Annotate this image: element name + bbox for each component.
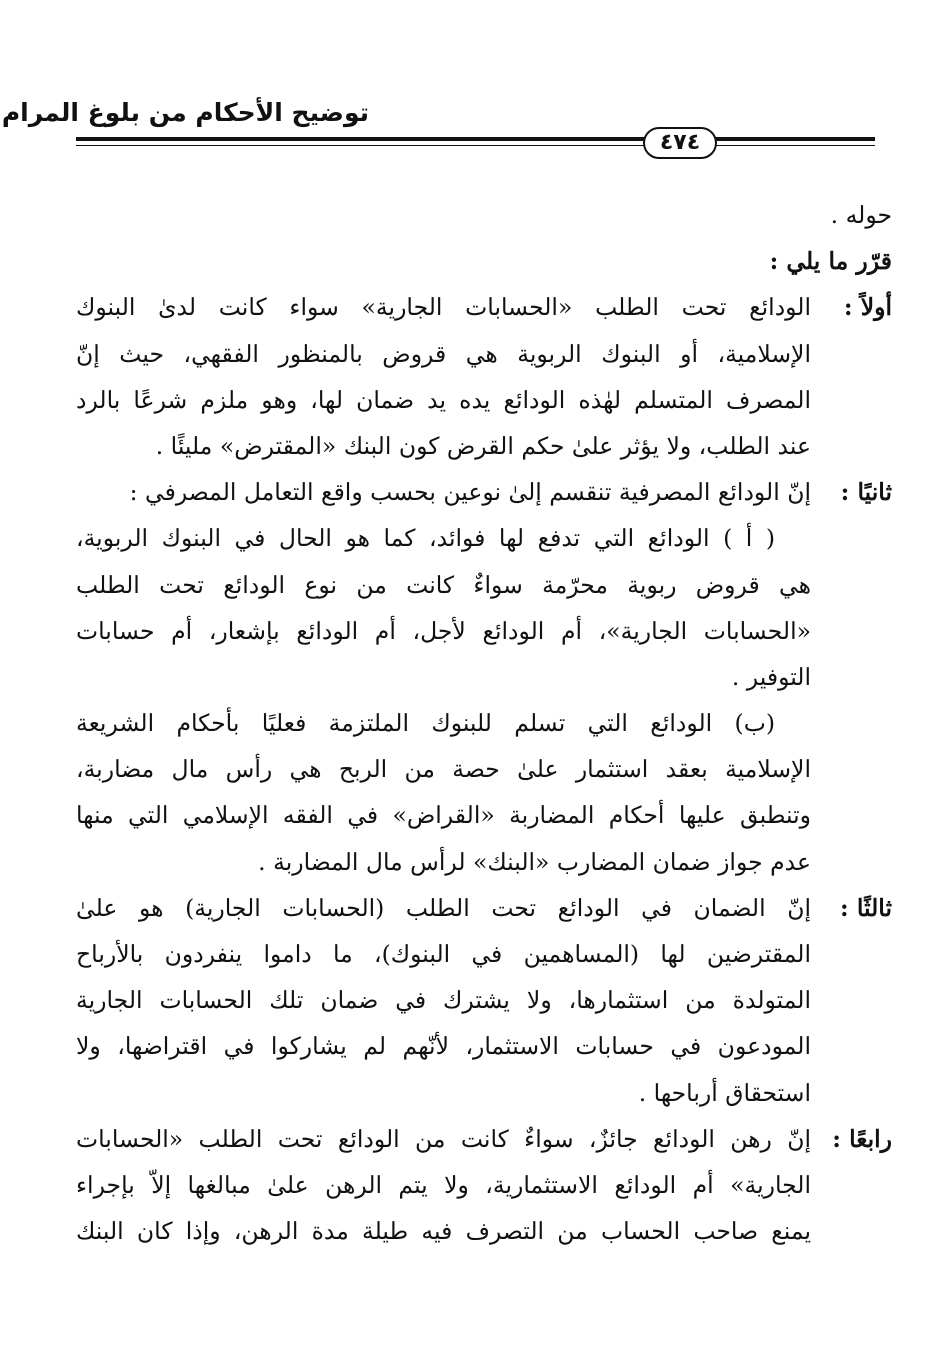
text-line: المودعون في حسابات الاستثمار، لأنّهم لم يشاركوا في اقتراضها، ولا — [76, 1032, 811, 1061]
text-line: عند الطلب، ولا يؤثر علىٰ حكم القرض كون البنك «المقترض» مليئًا . — [155, 431, 811, 460]
point-third — [76, 885, 892, 1116]
point-first — [76, 284, 892, 469]
point-second-b-text — [76, 700, 811, 885]
text-line: عدم جواز ضمان المضارب «البنك» لرأس مال المضاربة . — [258, 847, 811, 876]
text-line: إنّ الودائع المصرفية تنقسم إلىٰ نوعين بحسب واقع التعامل المصرفي : — [129, 478, 811, 507]
point-fourth-label: رابعًا : — [832, 1124, 892, 1153]
text-line: وتنطبق عليها أحكام المضاربة «القراض» في الفقه الإسلامي التي منها — [76, 801, 811, 830]
running-header-title: توضيح الأحكام من بلوغ المرام — [1, 98, 369, 127]
point-third-label: ثالثًا : — [840, 893, 892, 922]
text-line: الإسلامية بعقد استثمار علىٰ حصة من الربح هي رأس مال مضاربة، — [76, 755, 811, 784]
header-rule-thin — [76, 145, 875, 146]
point-second — [76, 469, 892, 515]
text-line: المصرف المتسلم لهٰذه الودائع يده يد ضمان لها، وهو ملزم شرعًا بالرد — [76, 385, 811, 414]
text-line: (ب) الودائع التي تسلم للبنوك الملتزمة فعليًا بأحكام الشريعة — [76, 709, 775, 738]
point-second-b — [76, 700, 892, 885]
intro-line: حوله . — [830, 201, 892, 229]
point-first-text — [76, 284, 811, 469]
text-line: يمنع صاحب الحساب من التصرف فيه طيلة مدة الرهن، وإذا كان البنك — [76, 1217, 811, 1246]
text-line: الجارية» أم الودائع الاستثمارية، ولا يتم الرهن علىٰ مبالغها إلاّ بإجراء — [76, 1170, 811, 1199]
text-line: هي قروض ربوية محرّمة سواءٌ كانت من نوع الودائع تحت الطلب — [76, 570, 811, 599]
point-first-label: أولاً : — [843, 293, 892, 322]
text-line: الودائع تحت الطلب «الحسابات الجارية» سواء كانت لدىٰ البنوك — [76, 293, 811, 322]
text-line: استحقاق أرباحها . — [638, 1078, 811, 1107]
text-line: المتولدة من استثمارها، ولا يشترك في ضمان تلك الحسابات الجارية — [76, 986, 811, 1015]
point-second-text — [76, 469, 811, 515]
point-second-a-text — [76, 515, 811, 700]
text-line: إنّ الضمان في الودائع تحت الطلب (الحسابات الجارية) هو علىٰ — [76, 893, 811, 922]
text-line: الإسلامية، أو البنوك الربوية هي قروض بالمنظور الفقهي، حيث إنّ — [76, 339, 811, 368]
text-line: إنّ رهن الودائع جائزٌ، سواءٌ كانت من الودائع تحت الطلب «الحسابات — [76, 1124, 811, 1153]
text-line: المقترضين لها (المساهمين في البنوك)، ما داموا ينفردون بالأرباح — [76, 940, 811, 968]
decided-heading: قرّر ما يلي : — [769, 247, 892, 276]
text-line: «الحسابات الجارية»، أم الودائع لأجل، أم الودائع بإشعار، أم حسابات — [76, 616, 811, 645]
point-second-label: ثانيًا : — [840, 478, 892, 507]
page-body — [76, 192, 892, 1254]
point-second-a — [76, 515, 892, 700]
point-third-text — [76, 885, 811, 1116]
page-number-badge: ٤٧٤ — [643, 127, 717, 159]
header-rule-thick — [76, 137, 875, 141]
text-line: التوفير . — [731, 662, 811, 691]
text-line: ( أ ) الودائع التي تدفع لها فوائد، كما هو الحال في البنوك الربوية، — [76, 524, 775, 553]
point-fourth-text — [76, 1116, 811, 1255]
point-fourth — [76, 1116, 892, 1255]
